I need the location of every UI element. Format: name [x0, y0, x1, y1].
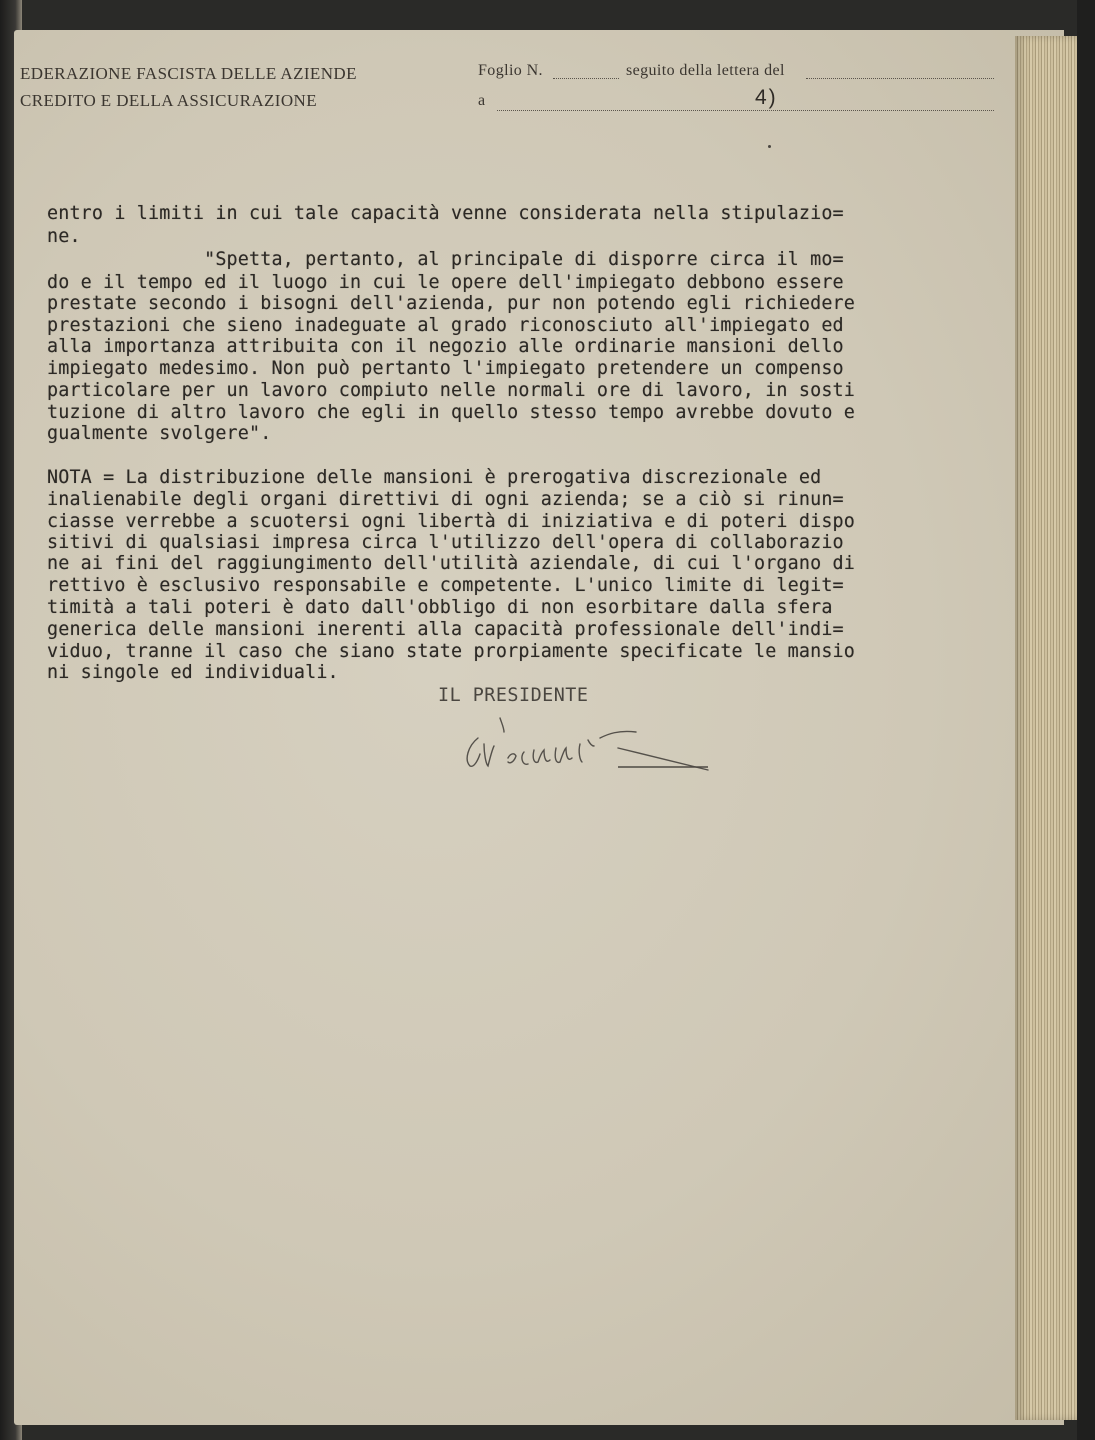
scan-border	[1077, 0, 1095, 1440]
body-line: prestate secondo i bisogni dell'azienda, pur non potendo egli richiedere	[47, 293, 855, 314]
body-line: impiegato medesimo. Non può pertanto l'impiegato pretendere un compenso	[47, 358, 844, 379]
nota-line: timità a tali poteri è dato dall'obbligo di non esorbitare dalla sfera	[47, 597, 833, 618]
body-line: gualmente svolgere".	[47, 423, 272, 444]
nota-line: viduo, tranne il caso che siano state prorpiamente specificate le mansio	[47, 641, 855, 662]
body-line: ne.	[47, 226, 81, 247]
nota-line: ni singole ed individuali.	[47, 662, 339, 683]
nota-line: sitivi di qualsiasi impresa circa l'utilizzo dell'opera di collaborazio	[47, 532, 844, 553]
foglio-fill-line	[553, 78, 619, 79]
ink-speck	[768, 145, 771, 148]
page-stack-edges	[1015, 36, 1083, 1420]
nota-line: generica delle mansioni inerenti alla capacità professionale dell'indi=	[47, 619, 844, 640]
recipient-label: a	[478, 92, 486, 109]
page-number: 4)	[755, 86, 778, 109]
signature-title: IL PRESIDENTE	[438, 685, 589, 706]
body-line: particolare per un lavoro compiuto nelle normali ore di lavoro, in sosti	[47, 380, 855, 401]
foglio-label: Foglio N.	[478, 62, 543, 79]
body-line: do e il tempo ed il luogo in cui le opere dell'impiegato debbono essere	[47, 272, 844, 293]
body-line: "Spetta, pertanto, al principale di disporre circa il mo=	[47, 249, 844, 270]
letterhead-org-line2: CREDITO E DELLA ASSICURAZIONE	[20, 91, 317, 110]
body-line: alla importanza attribuita con il negozio alle ordinarie mansioni dello	[47, 336, 844, 357]
nota-line: ne ai fini del raggiungimento dell'utilità aziendale, di cui l'organo di	[47, 553, 855, 574]
body-line: tuzione di altro lavoro che egli in quello stesso tempo avrebbe dovuto e	[47, 402, 855, 423]
nota-line: rettivo è esclusivo responsabile e competente. L'unico limite di legit=	[47, 575, 844, 596]
letterhead-org-line1: EDERAZIONE FASCISTA DELLE AZIENDE	[20, 64, 357, 83]
nota-line: ciasse verrebbe a scuotersi ogni libertà di iniziativa e di poteri dispo	[47, 511, 855, 532]
body-line: entro i limiti in cui tale capacità venne considerata nella stipulazio=	[47, 203, 844, 224]
body-line: prestazioni che sieno inadeguate al grado riconosciuto all'impiegato ed	[47, 315, 844, 336]
recipient-fill-line	[497, 110, 994, 111]
seguito-label: seguito della lettera del	[626, 62, 785, 79]
handwritten-signature	[450, 710, 720, 790]
seguito-fill-line	[806, 78, 994, 79]
nota-line: inalienabile degli organi direttivi di ogni azienda; se a ciò si rinun=	[47, 489, 844, 510]
nota-line: NOTA = La distribuzione delle mansioni è prerogativa discrezionale ed	[47, 467, 822, 488]
